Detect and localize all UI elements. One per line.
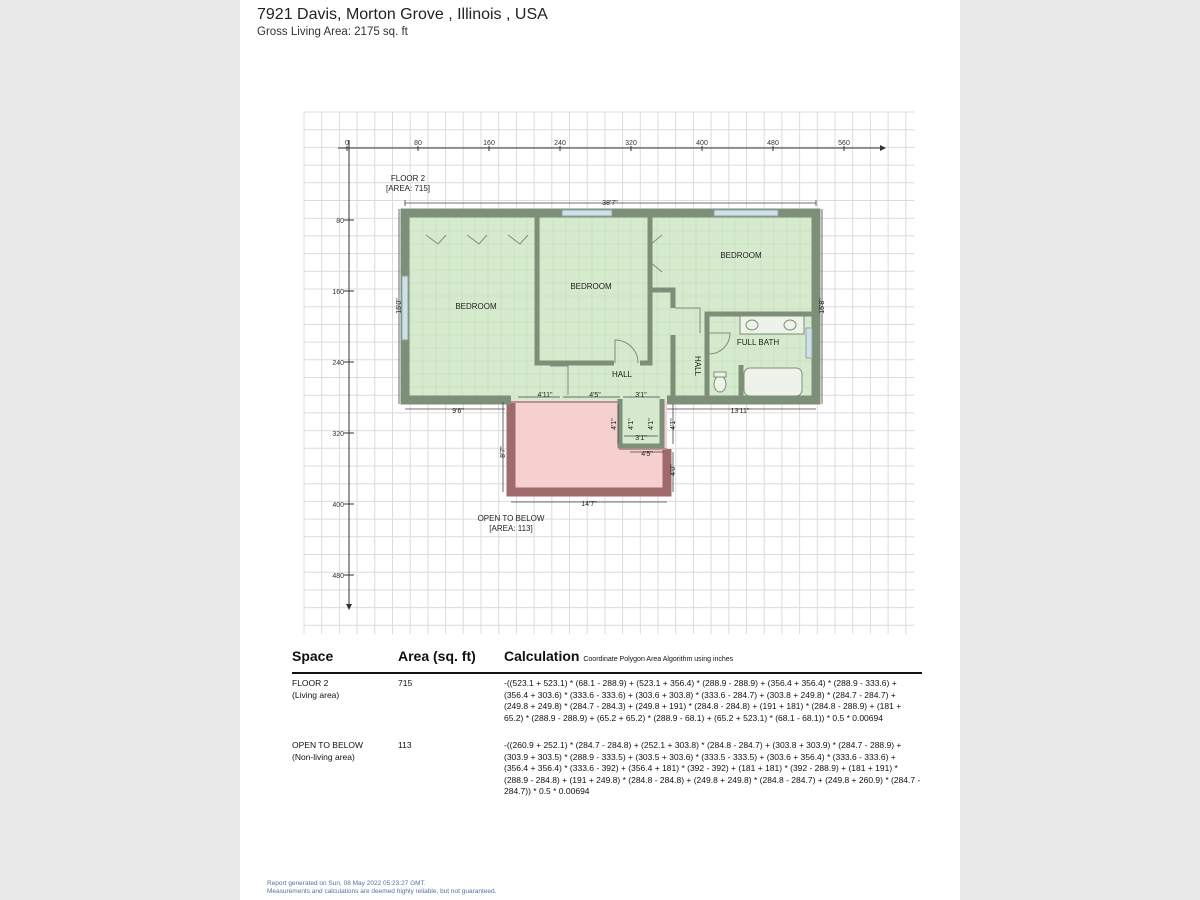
x-axis-ticks bbox=[345, 140, 850, 151]
dim-seg-a: 4'11" bbox=[537, 392, 553, 399]
room-label-bedroom-right: BEDROOM bbox=[720, 251, 762, 260]
dim-right-small: 4'1" bbox=[670, 418, 677, 430]
dim-top-width: 38'7" bbox=[602, 200, 618, 207]
x-tick-label: 240 bbox=[554, 140, 566, 147]
y-tick-label: 240 bbox=[332, 360, 344, 367]
y-tick-label: 160 bbox=[332, 289, 344, 296]
x-tick-label: 400 bbox=[696, 140, 708, 147]
y-tick-label: 480 bbox=[332, 573, 344, 580]
x-axis-arrow bbox=[880, 145, 886, 151]
row-space-type: (Living area) bbox=[292, 689, 340, 700]
dim-seg-c: 3'1" bbox=[635, 392, 647, 399]
floor-area-label: [AREA: 715] bbox=[385, 184, 431, 193]
table-header-rule bbox=[292, 672, 922, 674]
x-tick-label: 320 bbox=[625, 140, 637, 147]
col-header-calc-note: Coordinate Polygon Area Algorithm using inches bbox=[583, 656, 734, 663]
dim-seg-b: 4'5" bbox=[589, 392, 601, 399]
row-space-name: OPEN TO BELOW bbox=[292, 740, 364, 750]
dim-closet-h1: 4'1" bbox=[628, 418, 635, 430]
dim-bottom-right: 13'11" bbox=[730, 408, 750, 415]
x-tick-label: 0 bbox=[345, 140, 349, 147]
x-tick-label: 80 bbox=[414, 140, 422, 147]
dim-left-height: 15'0" bbox=[396, 298, 403, 314]
col-header-area: Area (sq. ft) bbox=[398, 648, 476, 664]
row-calculation: -((260.9 + 252.1) * (284.7 - 284.8) + (252.1 + 303.8) * (284.8 - 284.7) + (303.8 + 303.9) * (284.7 - 288.9) + (303.9 + 303.5) * (288.9 - 333.5) + (303.5 + 303.6) * (333.5 - 333.5) + (303.6 + 356.4) * (333.6 - 333.6) + (356.4 + 356.4) * (333.6 - 392) + (356.4 + 181) * (392 - 392) + (181 + 181) * (392 - 288.9) + (181 + 191) * (288.9 - 284.8) + (191 + 249.8) * (284.8 - 284.8) + (249.8 + 249.8) * (284.8 - 284.7) + (249.8 + 260.9) * (284.7 - 284.7)) * 0.5 * 0.00694 bbox=[504, 740, 921, 796]
dim-right-lower: 4'0" bbox=[670, 464, 677, 476]
bathtub-icon bbox=[744, 368, 802, 396]
table-row bbox=[292, 678, 392, 701]
footer-generated-line: Report generated on Sun, 08 May 2022 05:23:27 GMT. bbox=[267, 880, 426, 887]
room-label-full-bath: FULL BATH bbox=[736, 338, 780, 347]
row-space-name: FLOOR 2 bbox=[292, 678, 329, 688]
y-tick-label: 80 bbox=[336, 218, 344, 225]
col-header-calculation bbox=[504, 648, 733, 664]
row-area-value: 113 bbox=[398, 740, 412, 750]
toilet-icon bbox=[714, 376, 726, 392]
x-tick-label: 560 bbox=[838, 140, 850, 147]
dim-closet-w: 3'1" bbox=[635, 435, 647, 442]
floor-label: FLOOR 2 bbox=[390, 174, 426, 183]
y-axis-arrow bbox=[346, 604, 352, 610]
open-to-below-area: [AREA: 113] bbox=[489, 524, 533, 533]
report-footer bbox=[267, 880, 496, 896]
dim-bottom-left: 9'6" bbox=[452, 408, 464, 415]
y-axis-ticks bbox=[332, 218, 354, 580]
dim-closet-h2: 4'1" bbox=[648, 418, 655, 430]
room-label-bedroom-left: BEDROOM bbox=[455, 302, 497, 311]
room-label-hall: HALL bbox=[611, 370, 633, 379]
dim-step-v: 4'1" bbox=[611, 418, 618, 430]
y-tick-label: 400 bbox=[332, 502, 344, 509]
row-area-value: 715 bbox=[398, 678, 413, 688]
x-tick-label: 480 bbox=[767, 140, 779, 147]
dim-step-h: 4'5" bbox=[641, 451, 653, 458]
room-label-hall-vertical: HALL bbox=[693, 355, 702, 377]
dim-right-height: 15'8" bbox=[819, 298, 826, 314]
row-calculation: -((523.1 + 523.1) * (68.1 - 288.9) + (523.1 + 356.4) * (288.9 - 288.9) + (356.4 + 356.4) * (288.9 - 333.6) + (356.4 + 303.6) * (333.6 - 333.6) + (303.6 + 303.8) * (333.6 - 284.7) + (303.8 + 249.8) * (284.7 - 284.7) + (249.8 + 249.8) * (284.7 - 284.3) + (249.8 + 191) * (284.8 - 284.8) + (191 + 181) * (284.8 - 288.9) + (181 + 65.2) * (288.9 - 288.9) + (65.2 + 65.2) * (288.9 - 68.1) + (65.2 + 523.1) * (68.1 - 68.1)) * 0.5 * 0.00694 bbox=[504, 678, 902, 723]
dim-open-left: 8'7" bbox=[500, 446, 507, 458]
gross-living-area: Gross Living Area: 2175 sq. ft bbox=[257, 26, 408, 38]
sink-icon bbox=[746, 320, 758, 330]
y-tick-label: 320 bbox=[332, 431, 344, 438]
footer-disclaimer-line: Measurements and calculations are deemed highly reliable, but not guaranteed. bbox=[267, 888, 497, 895]
open-to-below-label: OPEN TO BELOW bbox=[477, 514, 545, 523]
dim-open-bottom: 14'7" bbox=[581, 501, 597, 508]
sink-icon bbox=[784, 320, 796, 330]
col-header-calc-title: Calculation bbox=[504, 648, 580, 664]
x-tick-label: 160 bbox=[483, 140, 495, 147]
col-header-space: Space bbox=[292, 648, 334, 664]
table-row bbox=[292, 740, 392, 763]
page-title: 7921 Davis, Morton Grove , Illinois , USA bbox=[257, 6, 548, 23]
row-space-type: (Non-living area) bbox=[292, 751, 355, 762]
room-label-bedroom-middle: BEDROOM bbox=[570, 282, 612, 291]
